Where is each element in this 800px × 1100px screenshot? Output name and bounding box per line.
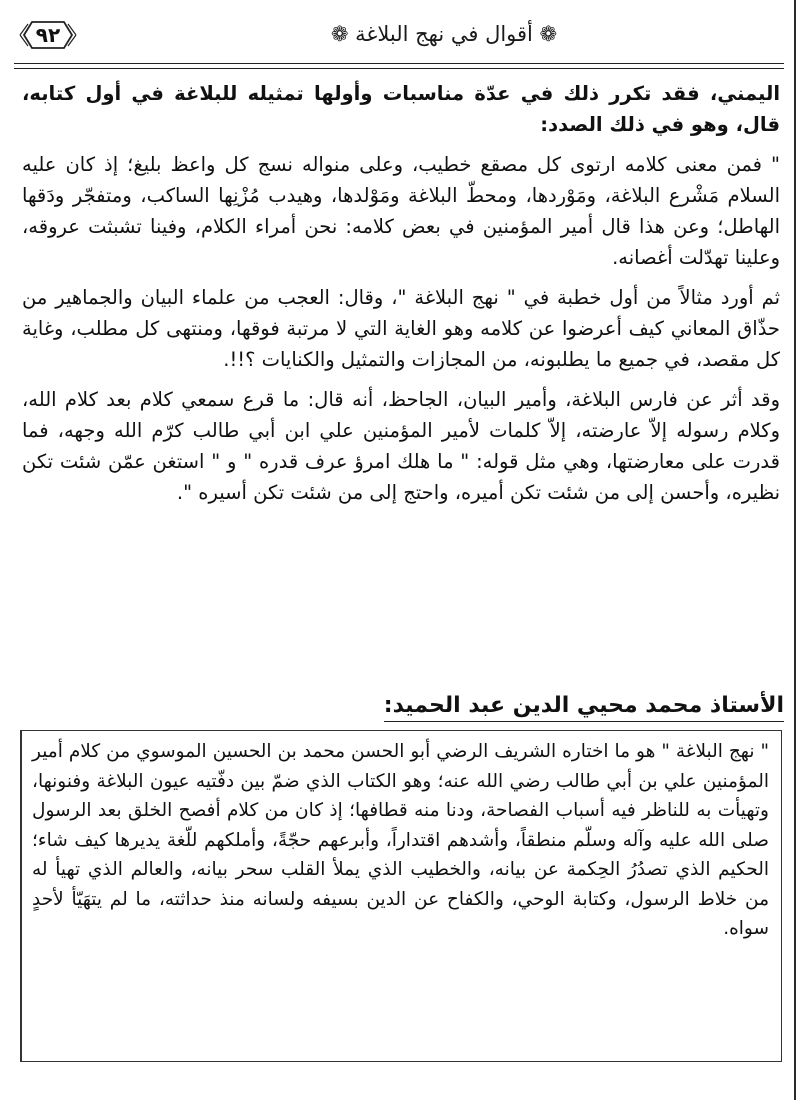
header-rule-top (14, 63, 784, 64)
paragraph-1: اليمني، فقد تكرر ذلك في عدّة مناسبات وأولها تمثيله للبلاغة في أول كتابه، قال، وهو في ذلك الصدد: (22, 82, 780, 136)
page-number-badge (18, 18, 78, 52)
quote-box (20, 730, 782, 1062)
main-text (22, 78, 780, 508)
header-rule-bottom (14, 68, 784, 69)
paragraph-3: ثم أورد مثالاً من أول خطبة في " نهج البلاغة "، وقال: العجب من علماء البيان والجماهير من حذّاق المعاني كيف أعرضوا عن كلامه وهو الغاية التي لا مرتبة فوقها، ومنتهى كل مطلب، وغاية كل مقصد، في جميع ما يطلبونه، من المجازات والتمثيل والكنايات ؟!!. (22, 286, 780, 371)
quote-text: " نهج البلاغة " هو ما اختاره الشريف الرضي أبو الحسن محمد بن الحسين الموسوي من كلام أمير المؤمنين علي بن أبي طالب رضي الله عنه؛ وهو الكتاب الذي ضمّ بين دفّتيه عيون البلاغة وفنونها، وتهيأت به للناظر فيه أسباب الفصاحة، ودنا منه قطافها؛ إذ كان من كلام أفصح الخلق بعد الرسول صلى الله عليه وآله وسلّم منطقاً، وأشدهم اقتداراً، وأبرعهم حجّةً، وأملكهم للّغة يديرها كيف شاء؛ الحكيم الذي تصدُرُ الحِكمة عن بيانه، والخطيب الذي يملأ القلب سحر بيانه، والعالم الذي تهيأ له من خلاط الرسول، وكتابة الوحي، والكفاح عن الدين بسيفه ولسانه منذ حداثته، ما لم يتهَيّأ لأحدٍ سواه. (32, 741, 769, 939)
scan-edge-line (794, 0, 796, 1100)
paragraph-2: " فمن معنى كلامه ارتوى كل مصقع خطيب، وعلى منواله نسج كل واعظ بليغ؛ إذ كان عليه السلام مَشْرع البلاغة، ومَوْردها، ومحطّ البلاغة ومَوْلدها، وهيدب مُزْنِها الساكب، ومتفجّر ودَقها الهاطل؛ وعن هذا قال أمير المؤمنين في بعض كلامه: نحن أمراء الكلام، وفينا تشبثت عروقه، وعلينا تهدّلت أغصانه. (22, 153, 780, 269)
paragraph-4: وقد أثر عن فارس البلاغة، وأمير البيان، الجاحظ، أنه قال: ما قرع سمعي كلام بعد كلام الله، وكلام رسوله إلاّ عارضته، إلاّ كلمات لأمير المؤمنين علي ابن أبي طالب كرّم الله وجهه، فما قدرت على معارضتها، وهي مثل قوله: " ما هلك امرؤ عرف قدره " و " استغن عمّن شئت تكن نظيره، وأحسن إلى من شئت تكن أميره، واحتج إلى من شئت تكن أسيره ". (22, 388, 780, 504)
page-header (14, 14, 784, 64)
section-heading: الأستاذ محمد محيي الدين عبد الحميد: (384, 693, 784, 722)
page-number: ٩٢ (35, 23, 61, 47)
running-header-title: ❁ أقوال في نهج البلاغة ❁ (330, 22, 558, 46)
